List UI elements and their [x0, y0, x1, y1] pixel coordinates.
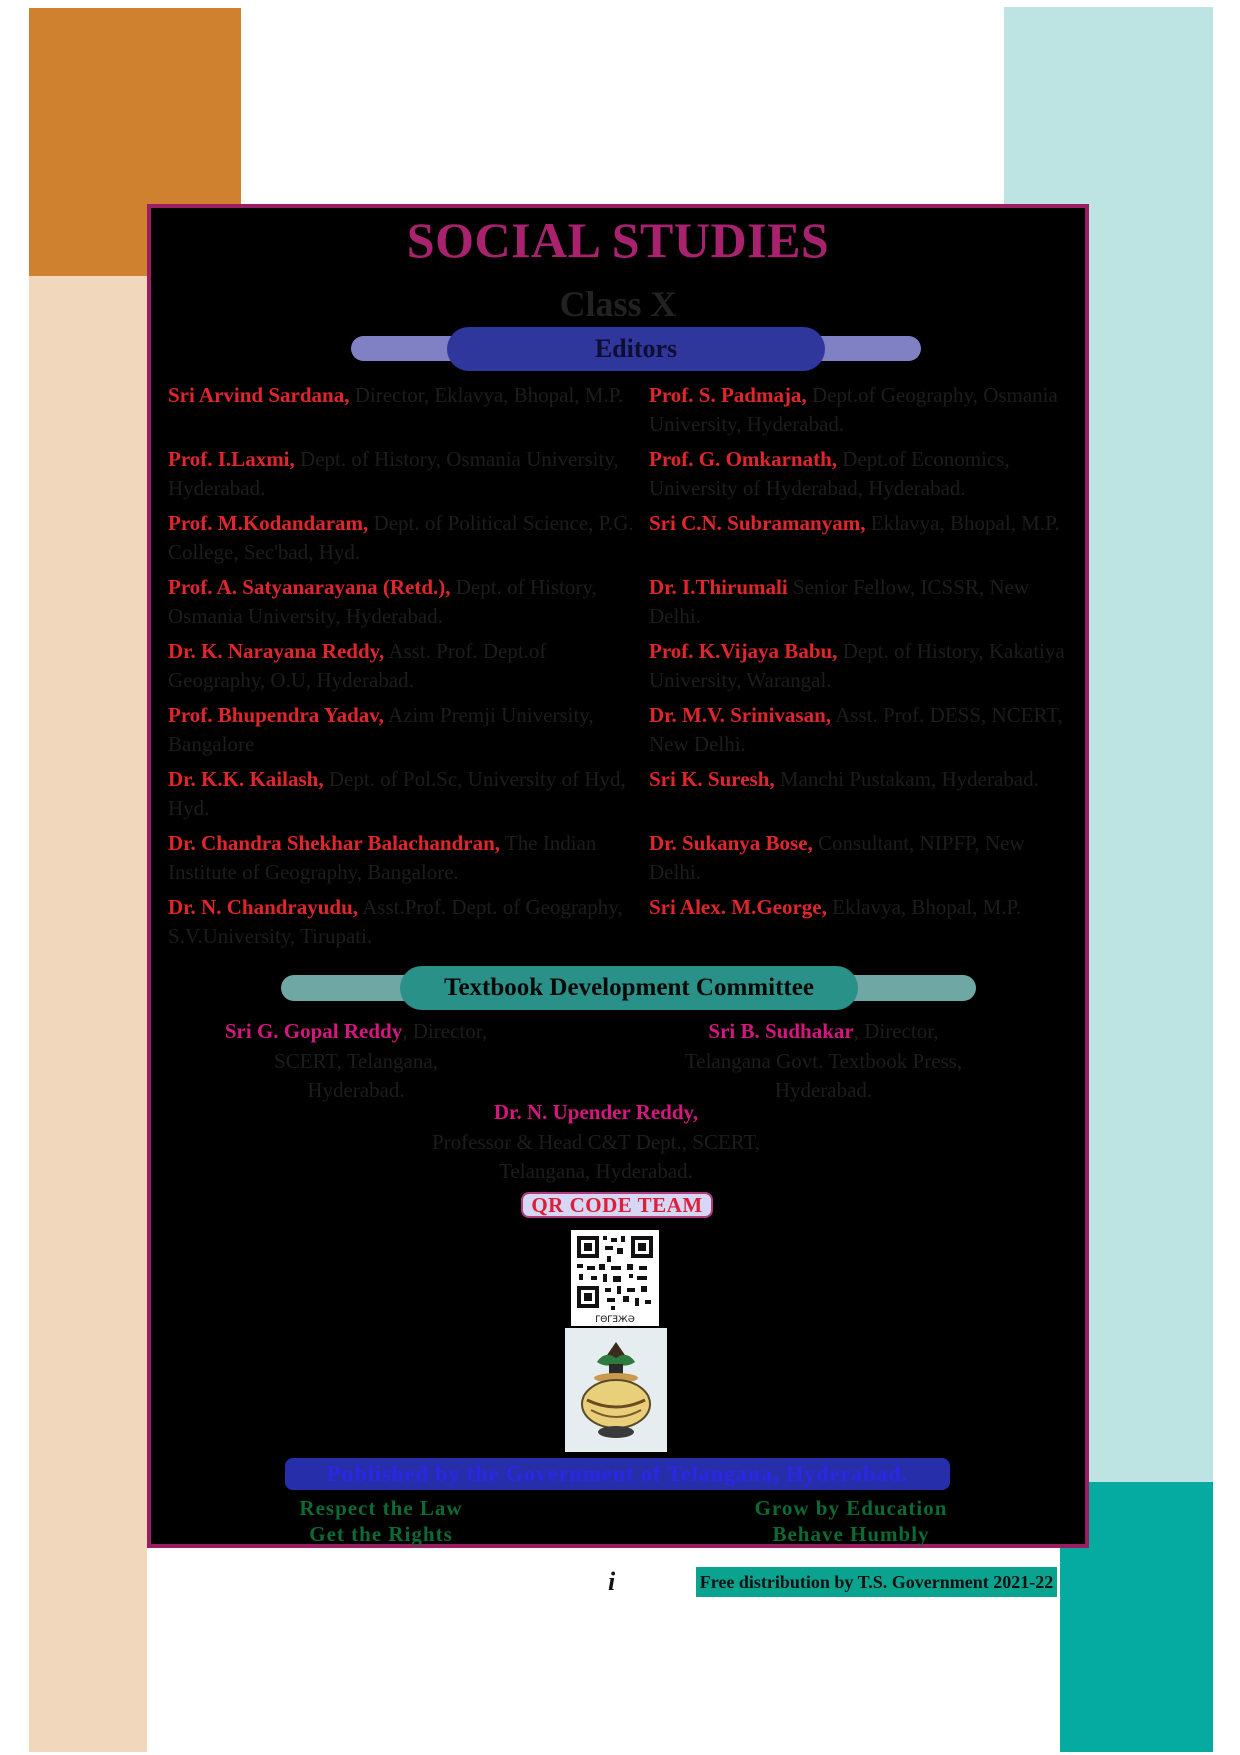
editor-entry: [649, 573, 1079, 637]
qr-code-team-label: QR CODE TEAM: [521, 1192, 713, 1218]
editor-entry: [649, 829, 1079, 893]
editor-name: Dr. K. Narayana Reddy,: [168, 639, 385, 663]
editor-affiliation: Azim Premji University, Bangalore: [168, 703, 594, 756]
editor-entry: [168, 829, 638, 893]
editor-affiliation: Eklavya, Bhopal, M.P.: [865, 511, 1060, 535]
editor-name: Sri K. Suresh,: [649, 767, 775, 791]
emblem-pot-icon: [565, 1328, 667, 1452]
editor-name: Prof. M.Kodandaram,: [168, 511, 369, 535]
publisher-banner: Published by the Government of Telangana, Hyderabad.: [285, 1458, 950, 1490]
editor-entry: [168, 893, 638, 957]
editor-affiliation: Asst. Prof. DESS, NCERT, New Delhi.: [649, 703, 1063, 756]
committee-member-role: , Director,: [853, 1019, 939, 1043]
editor-entry: [168, 701, 638, 765]
editor-name: Dr. I.Thirumali: [649, 575, 788, 599]
committee-member-city: Hyderabad.: [307, 1078, 405, 1102]
class-subtitle: Class X: [559, 284, 677, 324]
editor-name: Dr. M.V. Srinivasan,: [649, 703, 832, 727]
editor-name: Prof. A. Satyanarayana (Retd.),: [168, 575, 451, 599]
committee-member-name: Dr. N. Upender Reddy,: [493, 1100, 699, 1124]
editor-affiliation: Dept. of History, Osmania University, Hyderabad.: [168, 447, 619, 500]
qr-code[interactable]: [571, 1230, 659, 1326]
committee-member: [201, 1017, 511, 1106]
editor-affiliation: The Indian Institute of Geography, Bangalore.: [168, 831, 597, 884]
motto-line: Grow by Education: [754, 1496, 948, 1520]
editor-entry: [168, 445, 638, 509]
editor-entry: [649, 509, 1079, 573]
committee-member-org: Professor & Head C&T Dept., SCERT,: [431, 1129, 761, 1154]
editor-name: Sri C.N. Subramanyam,: [649, 511, 866, 535]
editor-affiliation: Dept.of Economics, University of Hyderabad, Hyderabad.: [649, 447, 1010, 500]
editor-affiliation: Dept. of History, Kakatiya University, Warangal.: [649, 639, 1065, 692]
committee-member-city: Hyderabad.: [774, 1078, 873, 1102]
editor-entry: [649, 765, 1079, 829]
editor-name: Prof. G. Omkarnath,: [649, 447, 838, 471]
editor-entry: [168, 765, 638, 829]
editor-entry: [649, 381, 1079, 445]
editor-name: Prof. I.Laxmi,: [168, 447, 295, 471]
editors-right-column: [649, 381, 1079, 957]
committee-member-city: Telangana, Hyderabad.: [499, 1159, 693, 1183]
committee-member-name: Sri B. Sudhakar: [708, 1019, 854, 1043]
qr-code-icon: [571, 1230, 659, 1326]
editor-name: Dr. N. Chandrayudu,: [168, 895, 359, 919]
editor-affiliation: Asst. Prof. Dept.of Geography, O.U, Hyderabad.: [168, 639, 547, 692]
editor-affiliation: Dept. of Pol.Sc, University of Hyd, Hyd.: [168, 767, 626, 820]
editor-affiliation: Dept.of Geography, Osmania University, Hyderabad.: [649, 383, 1058, 436]
motto-left: [271, 1495, 491, 1547]
editor-name: Dr. K.K. Kailash,: [168, 767, 324, 791]
editor-affiliation: Senior Fellow, ICSSR, New Delhi.: [649, 575, 1029, 628]
motto-line: Get the Rights: [309, 1522, 453, 1546]
editor-affiliation: Director, Eklavya, Bhopal, M.P.: [349, 383, 624, 407]
committee-member: [651, 1017, 996, 1106]
committee-member-org: Telangana Govt. Textbook Press,: [684, 1048, 963, 1073]
page-title: SOCIAL STUDIES: [406, 212, 830, 268]
telangana-emblem: [565, 1328, 667, 1452]
motto-line: Behave Humbly: [772, 1522, 930, 1546]
editor-affiliation: Consultant, NIPFP, New Delhi.: [649, 831, 1025, 884]
editors-heading: Editors: [447, 327, 825, 371]
editor-entry: [168, 381, 638, 445]
committee-member-org: SCERT, Telangana,: [274, 1048, 438, 1073]
editor-entry: [168, 509, 638, 573]
editor-affiliation: Eklavya, Bhopal, M.P.: [826, 895, 1022, 919]
committee-member: [371, 1098, 821, 1187]
peach-side-strip: [29, 276, 147, 1752]
motto-line: Respect the Law: [299, 1496, 463, 1520]
editor-entry: [168, 573, 638, 637]
editor-entry: [168, 637, 638, 701]
editor-name: Sri Alex. M.George,: [649, 895, 827, 919]
editor-name: Prof. Bhupendra Yadav,: [168, 703, 384, 727]
editor-name: Dr. Chandra Shekhar Balachandran,: [168, 831, 501, 855]
editor-affiliation: Asst.Prof. Dept. of Geography, S.V.University, Tirupati.: [168, 895, 623, 948]
editor-name: Dr. Sukanya Bose,: [649, 831, 813, 855]
editor-affiliation: Dept. of History, Osmania University, Hyderabad.: [168, 575, 597, 628]
page-number: i: [608, 1567, 616, 1596]
editor-name: Prof. K.Vijaya Babu,: [649, 639, 838, 663]
editor-name: Sri Arvind Sardana,: [168, 383, 350, 407]
editor-entry: [649, 445, 1079, 509]
credits-panel: [147, 204, 1089, 1548]
motto-right: [721, 1495, 981, 1547]
qr-caption: ΓΘΓƎЖƏ: [595, 1315, 635, 1325]
editor-entry: [649, 893, 1079, 957]
free-distribution-badge: Free distribution by T.S. Government 2021-22: [696, 1567, 1057, 1597]
editor-entry: [649, 637, 1079, 701]
editor-affiliation: Dept. of Political Science, P.G. College, Sec'bad, Hyd.: [168, 511, 634, 564]
editors-left-column: [168, 381, 638, 957]
committee-member-role: , Director,: [402, 1019, 488, 1043]
editor-entry: [649, 701, 1079, 765]
editor-name: Prof. S. Padmaja,: [649, 383, 807, 407]
tdc-heading: Textbook Development Committee: [400, 966, 858, 1010]
committee-member-name: Sri G. Gopal Reddy: [224, 1019, 403, 1043]
editor-affiliation: Manchi Pustakam, Hyderabad.: [774, 767, 1039, 791]
